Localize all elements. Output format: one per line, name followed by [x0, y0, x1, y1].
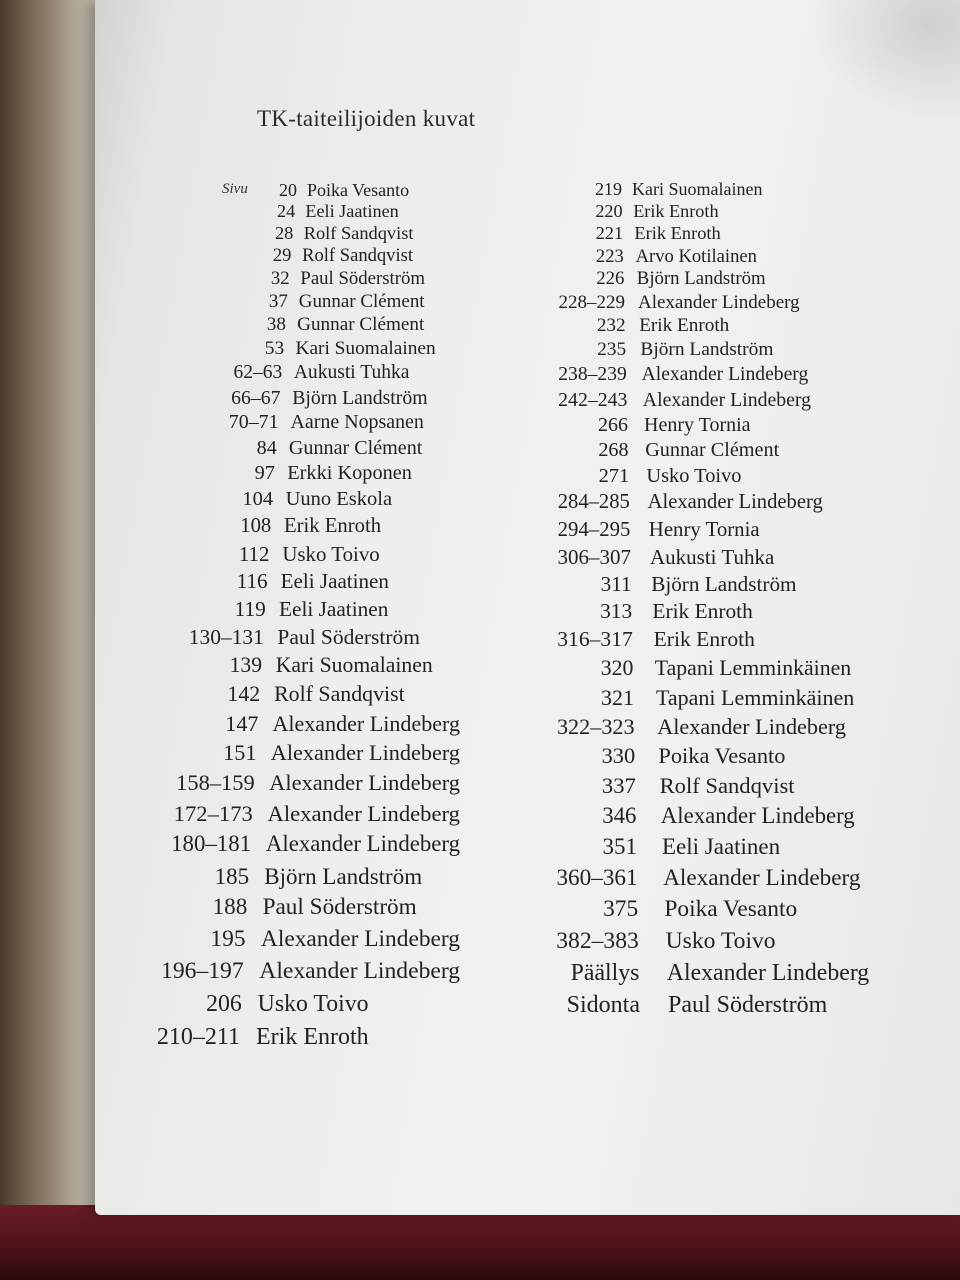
sivu-label: Sivu — [222, 181, 248, 197]
entry-artist-name: Alexander Lindeberg — [666, 959, 870, 986]
entry-artist-name: Eeli Jaatinen — [280, 568, 389, 593]
entry-page-number: 219 — [595, 179, 622, 199]
entry-artist-name: Erik Enroth — [653, 627, 755, 652]
entry-page-number: 351 — [602, 833, 637, 859]
entry-artist-name: Rolf Sandqvist — [659, 772, 795, 798]
entry-artist-name: Rolf Sandqvist — [274, 681, 405, 706]
entry-artist-name: Björn Landström — [636, 268, 766, 290]
entry-artist-name: Gunnar Clément — [645, 439, 780, 462]
entry-artist-name: Paul Söderström — [262, 894, 417, 921]
entry-page-number: 24 — [276, 201, 296, 222]
entry-artist-name: Erik Enroth — [633, 200, 719, 221]
entry-page-number: 322–323 — [556, 713, 635, 739]
entry-page-number: 220 — [595, 200, 623, 221]
entry-artist-name: Usko Toivo — [282, 541, 380, 566]
entry-artist-name: Tapani Lemminkäinen — [656, 684, 855, 710]
entry-artist-name: Henry Tornia — [644, 413, 751, 436]
entry-artist-name: Usko Toivo — [665, 927, 776, 954]
entry-page-number: 130–131 — [188, 624, 264, 649]
entry-artist-name: Kari Suomalainen — [295, 337, 436, 359]
entry-artist-name: Poika Vesanto — [664, 895, 798, 922]
entry-artist-name: Uuno Eskola — [285, 488, 393, 511]
entry-page-number: 320 — [600, 655, 634, 680]
entry-artist-name: Alexander Lindeberg — [272, 710, 460, 736]
entry-artist-name: Gunnar Clément — [298, 290, 425, 312]
entry-artist-name: Alexander Lindeberg — [269, 770, 461, 796]
entry-page-number: 119 — [234, 596, 266, 621]
entry-page-number: 221 — [595, 223, 624, 243]
entry-page-number: Päällys — [570, 959, 640, 986]
entry-artist-name: Alexander Lindeberg — [641, 363, 809, 385]
entry-page-number: 242–243 — [558, 388, 628, 411]
entry-page-number: 346 — [602, 803, 637, 829]
entry-page-number: 70–71 — [228, 411, 279, 434]
entry-artist-name: Aukusti Tuhka — [650, 544, 775, 569]
entry-page-number: 210–211 — [156, 1024, 240, 1050]
entry-page-number: 266 — [598, 413, 628, 436]
entry-page-number: 375 — [603, 895, 639, 922]
entry-artist-name: Arvo Kotilainen — [635, 245, 757, 267]
entry-page-number: 151 — [223, 740, 257, 766]
entry-page-number: 139 — [229, 652, 263, 677]
entry-page-number: 28 — [274, 223, 294, 244]
entry-page-number: 38 — [266, 314, 286, 336]
entry-page-number: 97 — [254, 462, 275, 485]
entry-page-number: 235 — [597, 339, 627, 361]
entry-page-number: 66–67 — [231, 386, 281, 409]
entry-page-number: 268 — [598, 439, 629, 462]
entry-artist-name: Paul Söderström — [300, 267, 425, 289]
entry-artist-name: Alexander Lindeberg — [642, 388, 812, 411]
entry-artist-name: Paul Söderström — [668, 992, 828, 1018]
entry-artist-name: Rolf Sandqvist — [303, 223, 414, 244]
entry-artist-name: Alexander Lindeberg — [265, 831, 461, 857]
entry-artist-name: Alexander Lindeberg — [638, 291, 800, 313]
entry-artist-name: Gunnar Clément — [297, 314, 425, 336]
entry-page-number: 172–173 — [173, 800, 253, 826]
entry-artist-name: Eeli Jaatinen — [662, 833, 781, 859]
entry-artist-name: Erik Enroth — [634, 223, 721, 243]
entry-page-number: 20 — [279, 180, 297, 200]
entry-page-number: 185 — [214, 862, 250, 889]
entry-page-number: 382–383 — [556, 927, 639, 954]
entry-artist-name: Aarne Nopsanen — [290, 411, 424, 434]
entry-page-number: 226 — [596, 268, 625, 290]
entry-artist-name: Erik Enroth — [639, 315, 730, 337]
entry-artist-name: Eeli Jaatinen — [279, 596, 389, 621]
entry-page-number: 158–159 — [176, 770, 255, 796]
entry-page-number: 29 — [272, 245, 292, 267]
entry-page-number: 84 — [256, 436, 277, 459]
entry-artist-name: Björn Landström — [264, 862, 423, 889]
entry-artist-name: Usko Toivo — [257, 990, 369, 1017]
entry-page-number: 206 — [206, 990, 242, 1017]
entry-page-number: 104 — [242, 488, 274, 511]
entry-artist-name: Poika Vesanto — [658, 743, 786, 769]
entry-page-number: 142 — [227, 681, 261, 706]
entry-artist-name: Paul Söderström — [277, 624, 420, 649]
book-cover-edge — [0, 1205, 960, 1280]
entry-page-number: 147 — [225, 710, 259, 736]
entry-page-number: 294–295 — [557, 517, 631, 541]
entry-page-number: 195 — [210, 925, 246, 952]
entry-artist-name: Gunnar Clément — [288, 436, 423, 459]
entry-page-number: 37 — [268, 290, 288, 312]
entry-artist-name: Alexander Lindeberg — [270, 740, 461, 766]
entry-artist-name: Poika Vesanto — [307, 180, 410, 200]
entry-artist-name: Alexander Lindeberg — [267, 800, 460, 826]
page-title: TK-taiteilijoiden kuvat — [257, 106, 476, 131]
entry-page-number: 306–307 — [557, 544, 631, 569]
entry-artist-name: Aukusti Tuhka — [293, 362, 410, 383]
entry-page-number: 188 — [212, 894, 248, 921]
entry-artist-name: Björn Landström — [292, 386, 428, 409]
entry-page-number: 223 — [595, 245, 624, 267]
entry-artist-name: Henry Tornia — [648, 517, 760, 541]
entry-page-number: 53 — [264, 337, 285, 359]
entry-artist-name: Björn Landström — [651, 571, 797, 596]
entry-artist-name: Björn Landström — [640, 339, 774, 361]
entry-page-number: 62–63 — [233, 362, 283, 383]
entry-page-number: 321 — [601, 684, 634, 710]
entry-page-number: 313 — [600, 599, 633, 624]
entry-page-number: 108 — [240, 514, 272, 537]
entry-page-number: 32 — [270, 267, 290, 289]
entry-artist-name: Erik Enroth — [652, 599, 753, 624]
entry-page-number: 112 — [238, 541, 270, 566]
entry-artist-name: Kari Suomalainen — [632, 179, 763, 199]
entry-page-number: 330 — [601, 743, 636, 769]
entry-artist-name: Alexander Lindeberg — [260, 925, 461, 952]
entry-artist-name: Eeli Jaatinen — [305, 201, 399, 222]
show-through-shadow — [810, 0, 960, 120]
entry-page-number: Sidonta — [566, 992, 640, 1018]
entry-artist-name: Usko Toivo — [646, 464, 742, 487]
entry-artist-name: Erkki Koponen — [287, 462, 412, 485]
entry-page-number: 238–239 — [558, 363, 627, 385]
entry-artist-name: Tapani Lemminkäinen — [654, 655, 852, 680]
entry-page-number: 180–181 — [171, 831, 252, 857]
entry-page-number: 196–197 — [161, 958, 244, 985]
entry-page-number: 311 — [600, 571, 632, 596]
entry-artist-name: Alexander Lindeberg — [660, 803, 855, 829]
entry-page-number: 316–317 — [557, 627, 633, 652]
entry-page-number: 284–285 — [557, 491, 630, 514]
entry-page-number: 116 — [236, 568, 268, 593]
entry-page-number: 228–229 — [558, 291, 625, 313]
entry-artist-name: Kari Suomalainen — [275, 652, 433, 677]
entry-artist-name: Erik Enroth — [283, 514, 382, 537]
entry-artist-name: Alexander Lindeberg — [657, 713, 846, 739]
entry-artist-name: Alexander Lindeberg — [647, 491, 823, 514]
entry-page-number: 360–361 — [556, 864, 638, 891]
entry-page-number: 232 — [596, 315, 626, 337]
entry-page-number: 271 — [598, 464, 630, 487]
entry-page-number: 337 — [601, 772, 636, 798]
entry-artist-name: Alexander Lindeberg — [663, 864, 861, 891]
entry-artist-name: Rolf Sandqvist — [302, 245, 414, 267]
entry-artist-name: Erik Enroth — [256, 1024, 369, 1050]
entry-artist-name: Alexander Lindeberg — [259, 958, 461, 985]
